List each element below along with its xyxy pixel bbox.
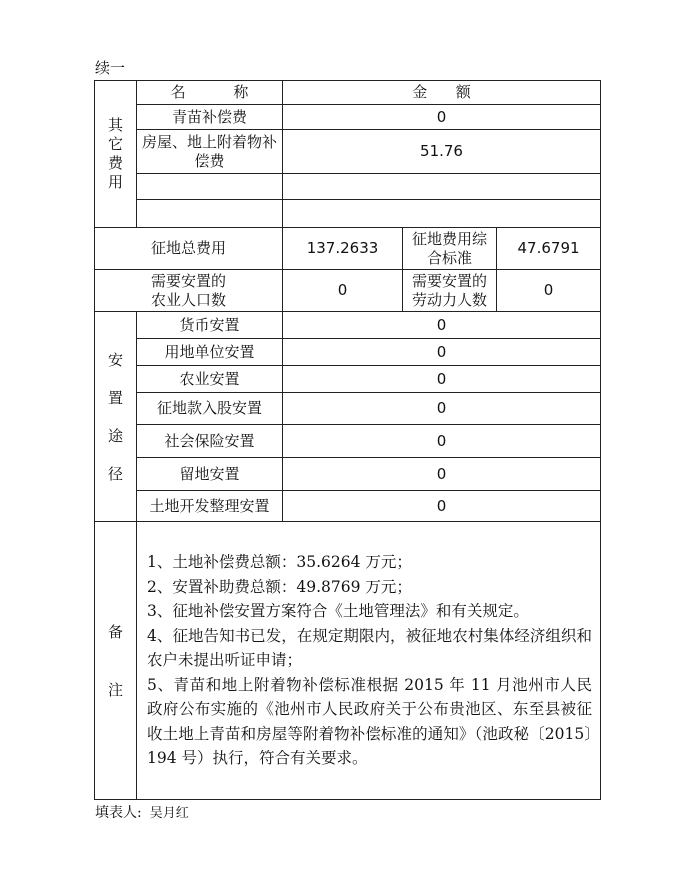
remark-item: 5、青苗和地上附着物补偿标准根据 2015 年 11 月池州市人民政府公布实施的《池州市人民政府关于公布贵池区、东至县被征收土地上青苗和房屋等附着物补偿标准的通知》（池政秘〔2015〕194 号）执行，符合有关要求。 — [147, 675, 593, 768]
amount-column-header: 金 额 — [283, 81, 601, 105]
resettlement-method-value: 0 — [283, 312, 601, 339]
remark-item: 1、土地补偿费总额：35.6264 万元； — [147, 553, 412, 572]
resettlement-method-name: 用地单位安置 — [137, 339, 283, 366]
resettlement-method-value: 0 — [283, 425, 601, 458]
other-cost-amount: 0 — [283, 105, 601, 130]
total-cost-value: 137.2633 — [283, 228, 403, 270]
other-cost-amount-empty — [283, 174, 601, 200]
filler-name: 吴月红 — [149, 806, 189, 821]
resettlement-method-name: 农业安置 — [137, 366, 283, 393]
other-costs-section-label: 其 它 费 用 — [95, 81, 137, 228]
remarks-content — [137, 522, 601, 800]
resettlement-methods-section-label: 安 置 途 径 — [95, 312, 137, 522]
agricultural-population-value: 0 — [283, 270, 403, 312]
other-cost-amount-empty — [283, 200, 601, 228]
continuation-label: 续一 — [95, 59, 126, 77]
remark-item: 4、征地告知书已发，在规定期限内，被征地农村集体经济组织和农户未提出听证申请； — [147, 626, 593, 670]
resettlement-method-name: 征地款入股安置 — [137, 393, 283, 425]
comprehensive-standard-label: 征地费用综合标准 — [403, 228, 497, 270]
remark-item: 2、安置补助费总额：49.8769 万元； — [147, 577, 412, 596]
resettlement-method-name: 留地安置 — [137, 458, 283, 491]
filler-label: 填表人: — [95, 805, 142, 821]
resettlement-method-value: 0 — [283, 339, 601, 366]
resettlement-method-name: 货币安置 — [137, 312, 283, 339]
labor-count-label: 需要安置的劳动力人数 — [403, 270, 497, 312]
land-acquisition-form-table — [94, 80, 601, 800]
form-filler — [95, 802, 189, 822]
remarks-section-label: 备 注 — [95, 522, 137, 800]
resettlement-method-value: 0 — [283, 393, 601, 425]
labor-count-value: 0 — [497, 270, 601, 312]
resettlement-method-name: 土地开发整理安置 — [137, 491, 283, 522]
agricultural-population-label: 需要安置的农业人口数 — [95, 270, 283, 312]
other-cost-name: 房屋、地上附着物补偿费 — [137, 130, 283, 174]
other-cost-name-empty — [137, 200, 283, 228]
remark-item: 3、征地补偿安置方案符合《土地管理法》和有关规定。 — [147, 602, 529, 621]
other-cost-amount: 51.76 — [283, 130, 601, 174]
resettlement-method-value: 0 — [283, 366, 601, 393]
name-column-header: 名 称 — [137, 81, 283, 105]
resettlement-method-value: 0 — [283, 491, 601, 522]
other-cost-name: 青苗补偿费 — [137, 105, 283, 130]
comprehensive-standard-value: 47.6791 — [497, 228, 601, 270]
other-cost-name-empty — [137, 174, 283, 200]
resettlement-method-value: 0 — [283, 458, 601, 491]
total-cost-label: 征地总费用 — [95, 228, 283, 270]
resettlement-method-name: 社会保险安置 — [137, 425, 283, 458]
